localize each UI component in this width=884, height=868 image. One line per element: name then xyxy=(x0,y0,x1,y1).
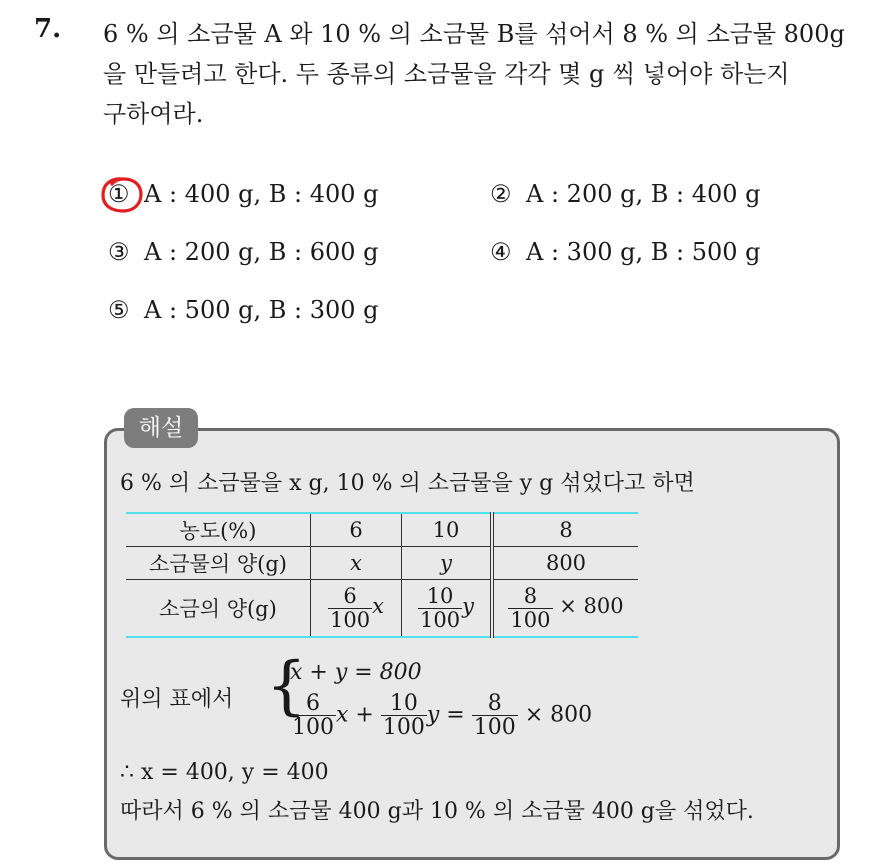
fraction-numerator: 8 xyxy=(508,585,552,608)
answer-circle-mark xyxy=(100,176,144,214)
fraction-denominator: 100 xyxy=(420,607,461,632)
fraction-numerator: 10 xyxy=(418,585,462,608)
equation-2 xyxy=(290,692,592,739)
solution-intro: 6 % 의 소금물을 x g, 10 % 의 소금물을 y g 섞었다고 하면 xyxy=(120,471,695,496)
conclusion-line: 따라서 6 % 의 소금물 400 g과 10 % 의 소금물 400 g을 섞었다. xyxy=(120,799,754,824)
table-cell: 6 xyxy=(311,513,402,547)
multiplier: × 800 xyxy=(524,702,593,728)
table-cell: y xyxy=(402,547,493,580)
table-cell-fraction xyxy=(492,580,638,638)
fraction-numerator: 6 xyxy=(290,692,336,716)
choice-5-number: ⑤ xyxy=(108,296,130,324)
table-cell: 800 xyxy=(492,547,638,580)
choice-4[interactable] xyxy=(490,238,761,266)
table-cell: 8 xyxy=(492,513,638,547)
choice-5[interactable] xyxy=(108,296,379,324)
fraction-denominator: 100 xyxy=(510,607,551,632)
fraction-denominator: 100 xyxy=(382,715,425,741)
choice-4-number: ④ xyxy=(490,238,512,266)
fraction-denominator: 100 xyxy=(292,715,334,741)
choice-1[interactable] xyxy=(108,180,379,208)
choice-2-text: A : 200 g, B : 400 g xyxy=(526,180,761,208)
choice-2-number: ② xyxy=(490,180,512,208)
question-text xyxy=(103,14,863,134)
table-header-salt-amount: 소금의 양(g) xyxy=(126,580,311,638)
fraction-numerator: 10 xyxy=(381,692,427,716)
term: y = xyxy=(426,702,465,728)
equation-1: x + y = 800 xyxy=(290,660,422,685)
choice-3[interactable] xyxy=(108,238,379,266)
question-number: 7. xyxy=(34,14,62,44)
table-header-concentration: 농도(%) xyxy=(126,513,311,547)
term: x + xyxy=(336,702,374,728)
system-brace: { xyxy=(266,649,307,723)
choice-5-text: A : 500 g, B : 300 g xyxy=(144,296,379,324)
solution-table xyxy=(126,512,638,638)
choice-2[interactable] xyxy=(490,180,761,208)
choice-3-number: ③ xyxy=(108,238,130,266)
fraction-denominator: 100 xyxy=(473,715,516,741)
question-line-3: 구하여라. xyxy=(103,100,204,128)
choice-1-text: A : 400 g, B : 400 g xyxy=(144,180,379,208)
question-line-1: 6 % 의 소금물 A 와 10 % 의 소금물 B를 섞어서 8 % 의 소금물 800g xyxy=(103,20,845,48)
variable: y xyxy=(462,594,474,619)
choice-4-text: A : 300 g, B : 500 g xyxy=(526,238,761,266)
table-cell-fraction xyxy=(402,580,493,638)
choice-1-number: ① xyxy=(108,180,130,208)
fraction-denominator: 100 xyxy=(330,607,371,632)
fraction-numerator: 6 xyxy=(328,585,372,608)
result-line: ∴ x = 400, y = 400 xyxy=(120,760,329,785)
fraction-numerator: 8 xyxy=(472,692,518,716)
table-cell: 10 xyxy=(402,513,493,547)
table-cell-fraction xyxy=(311,580,402,638)
question-line-2: 을 만들려고 한다. 두 종류의 소금물을 각각 몇 g 씩 넣어야 하는지 xyxy=(103,60,790,88)
solution-tag: 해설 xyxy=(124,408,198,448)
table-header-solution-amount: 소금물의 양(g) xyxy=(126,547,311,580)
variable: x xyxy=(372,594,384,619)
multiplier: × 800 xyxy=(559,594,624,619)
choice-3-text: A : 200 g, B : 600 g xyxy=(144,238,379,266)
table-cell: x xyxy=(311,547,402,580)
system-label: 위의 표에서 xyxy=(120,687,234,712)
